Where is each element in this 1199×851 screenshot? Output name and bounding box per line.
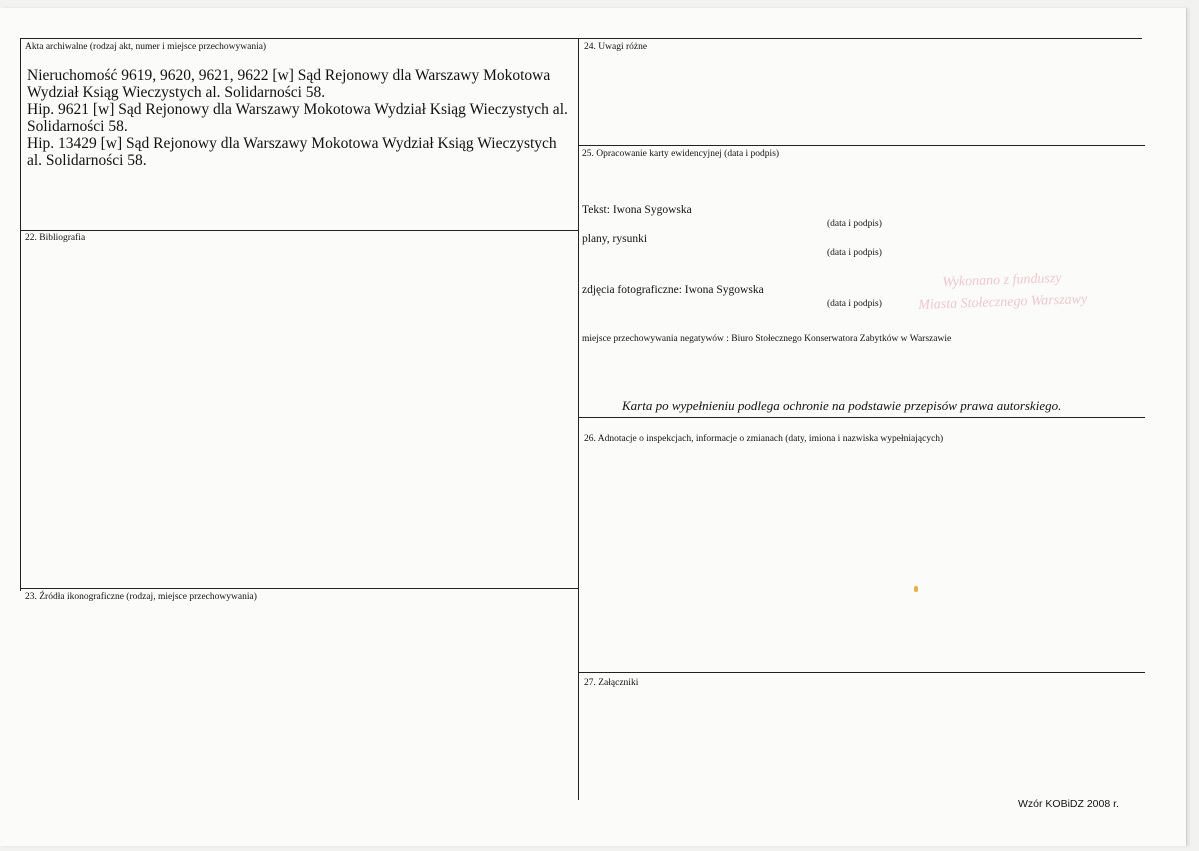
- signature-placeholder: (data i podpis): [827, 219, 882, 229]
- attachments-label: 27. Załączniki: [584, 678, 639, 688]
- archive-line: Solidarności 58.: [27, 118, 128, 135]
- negatives-location: miejsce przechowywania negatywów : Biuro Stołecznego Konserwatora Zabytków w Warszawie: [582, 334, 952, 344]
- bibliography-label: 22. Bibliografia: [25, 233, 86, 243]
- archive-line: Nieruchomość 9619, 9620, 9621, 9622 [w] Sąd Rejonowy dla Warszawy Mokotowa: [27, 67, 551, 84]
- annotations-rule: [578, 417, 1145, 418]
- signature-placeholder: (data i podpis): [827, 299, 882, 309]
- stamp-line: Wykonano z funduszy: [942, 270, 1062, 291]
- plans-label: plany, rysunki: [582, 233, 648, 245]
- column-divider: [578, 38, 579, 800]
- bibliography-rule: [20, 230, 578, 231]
- form-sheet: [0, 8, 1187, 846]
- iconographic-label: 23. Źródła ikonograficzne (rodzaj, miejsce przechowywania): [25, 592, 257, 602]
- archive-records: [27, 67, 568, 169]
- top-rule: [20, 38, 1142, 39]
- copyright-note: Karta po wypełnieniu podlega ochronie na podstawie przepisów prawa autorskiego.: [622, 398, 1062, 413]
- iconographic-rule: [20, 588, 578, 589]
- attachments-rule: [578, 672, 1145, 673]
- annotations-label: 26. Adnotacje o inspekcjach, informacje o zmianach (daty, imiona i nazwiska wypełniających): [584, 434, 944, 444]
- funding-stamp: [894, 266, 1111, 325]
- archive-line: al. Solidarności 58.: [27, 152, 147, 169]
- remarks-label: 24. Uwagi różne: [584, 42, 648, 52]
- paper-speck: [914, 586, 918, 592]
- archive-line: Wydział Ksiąg Wieczystych al. Solidarności 58.: [27, 84, 326, 101]
- card-label: 25. Opracowanie karty ewidencyjnej (data i podpis): [582, 149, 780, 159]
- card-rule: [578, 145, 1145, 146]
- left-border: [20, 38, 21, 591]
- signature-placeholder: (data i podpis): [827, 248, 882, 258]
- form-template-footer: Wzór KOBiDZ 2008 r.: [1018, 798, 1119, 810]
- text-author: Tekst: Iwona Sygowska: [582, 204, 692, 216]
- stamp-line: Miasta Stołecznego Warszawy: [917, 292, 1088, 313]
- photos-author: zdjęcia fotograficzne: Iwona Sygowska: [582, 284, 764, 296]
- archive-line: Hip. 9621 [w] Sąd Rejonowy dla Warszawy Mokotowa Wydział Ksiąg Wieczystych al.: [27, 101, 568, 118]
- archive-label: Akta archiwalne (rodzaj akt, numer i miejsce przechowywania): [25, 42, 267, 52]
- archive-line: Hip. 13429 [w] Sąd Rejonowy dla Warszawy Mokotowa Wydział Ksiąg Wieczystych: [27, 135, 557, 152]
